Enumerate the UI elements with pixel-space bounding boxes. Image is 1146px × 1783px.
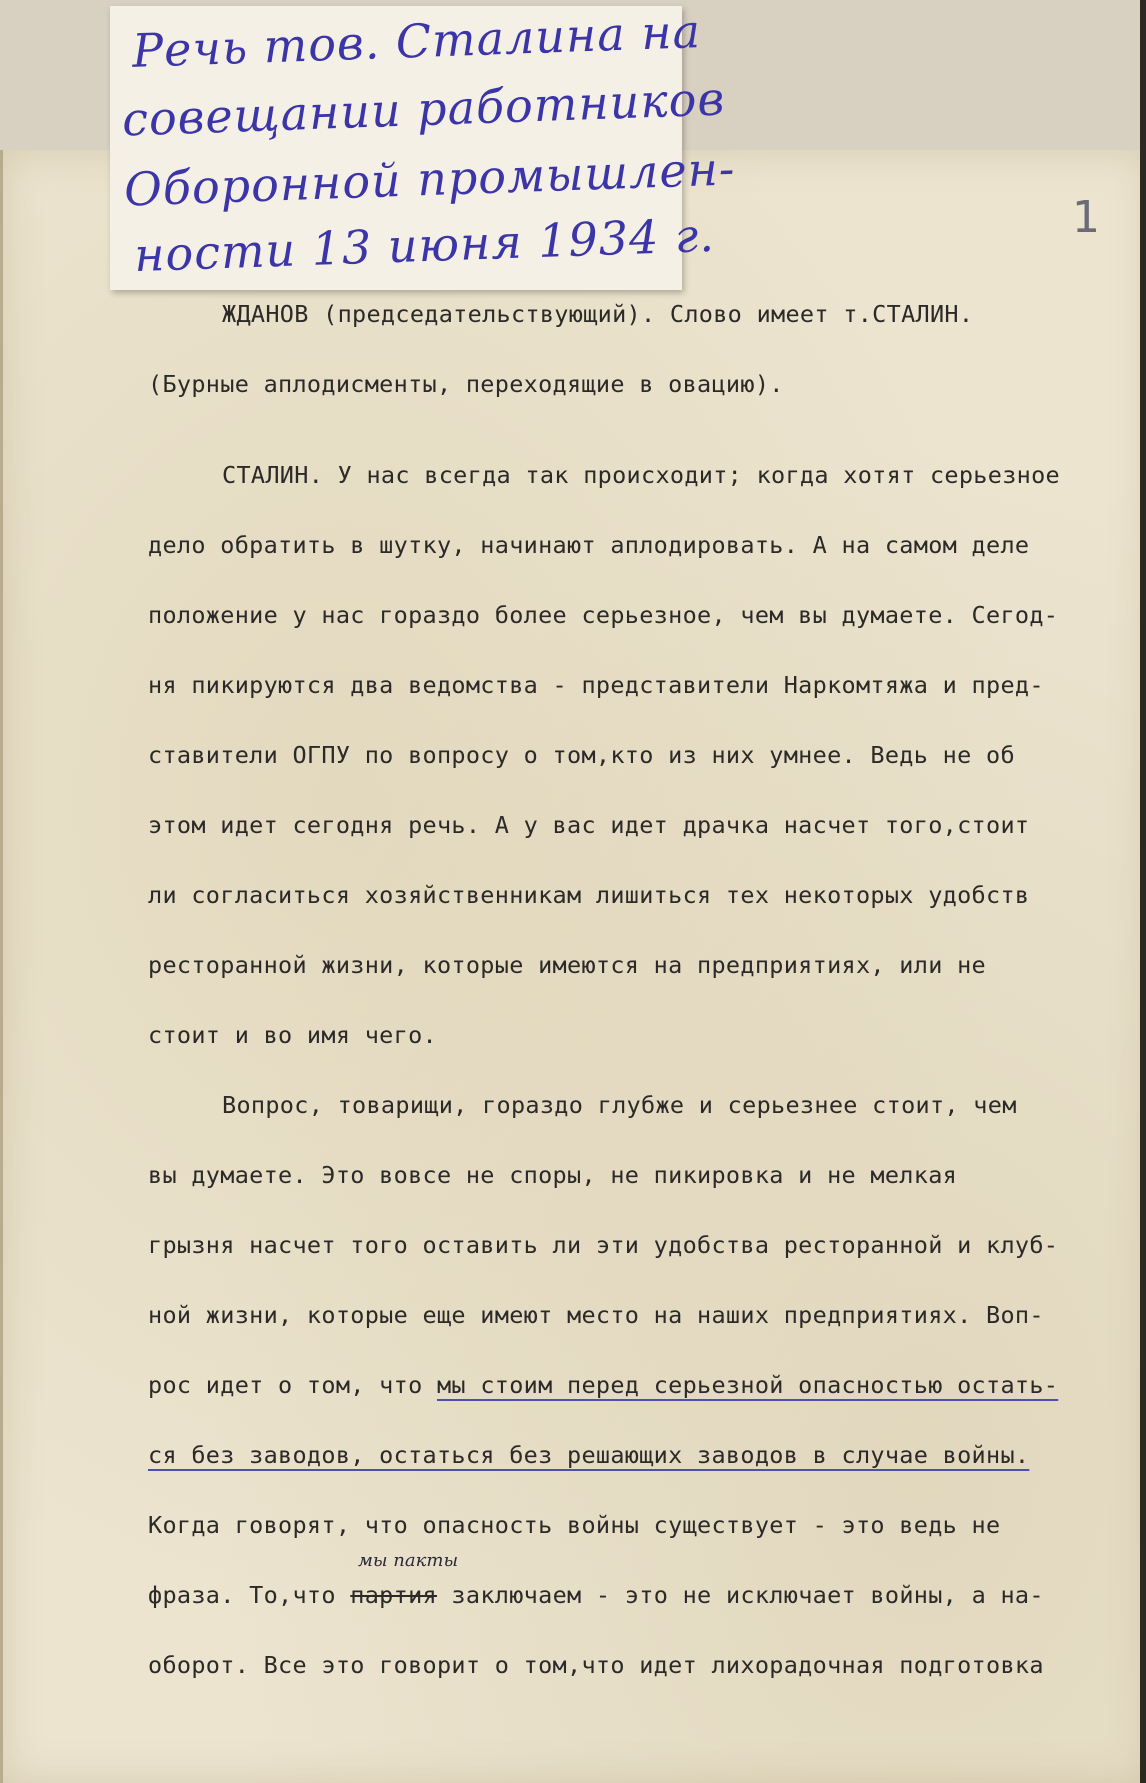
text-line: Вопрос, товарищи, гораздо глубже и серьезнее стоит, чем bbox=[222, 1091, 1017, 1119]
text-line: дело обратить в шутку, начинают аплодировать. А на самом деле bbox=[148, 531, 1030, 559]
text-line: ресторанной жизни, которые имеются на предприятиях, или не bbox=[148, 951, 986, 979]
text-line: вы думаете. Это вовсе не споры, не пикировка и не мелкая bbox=[148, 1161, 958, 1189]
text-line: ставители ОГПУ по вопросу о том,кто из них умнее. Ведь не об bbox=[148, 741, 1015, 769]
text-line: стоит и во имя чего. bbox=[148, 1021, 437, 1049]
handwritten-line: Речь тов. Сталина на bbox=[131, 4, 702, 78]
handwritten-line: совещании работников bbox=[121, 71, 726, 147]
struck-word: партия bbox=[350, 1581, 437, 1609]
text-segment: фраза. То,что bbox=[148, 1581, 351, 1609]
text-line: положение у нас гораздо более серьезное, чем вы думаете. Сегод- bbox=[148, 601, 1059, 629]
text-line: грызня насчет того оставить ли эти удобства ресторанной и клуб- bbox=[148, 1231, 1059, 1259]
text-line: (Бурные аплодисменты, переходящие в овацию). bbox=[148, 370, 784, 398]
text-line: ня пикируются два ведомства - представители Наркомтяжа и пред- bbox=[148, 671, 1044, 699]
text-line: ЖДАНОВ (председательствующий). Слово имеет т.СТАЛИН. bbox=[222, 300, 974, 328]
handwritten-line: Оборонной промышлен- bbox=[123, 141, 737, 217]
underlined-text-line: ся без заводов, остаться без решающих заводов в случае войны. bbox=[148, 1441, 1030, 1469]
page-number: 1 bbox=[1072, 192, 1100, 243]
underlined-text: мы стоим перед серьезной опасностью остать- bbox=[436, 1371, 1059, 1399]
text-line-with-correction bbox=[148, 1581, 1044, 1609]
handwritten-line: ности 13 июня 1934 г. bbox=[133, 207, 716, 283]
handwritten-label bbox=[110, 4, 737, 290]
text-segment: рос идет о том, что bbox=[148, 1371, 437, 1399]
text-line: этом идет сегодня речь. А у вас идет драчка насчет того,стоит bbox=[148, 811, 1030, 839]
text-segment: заключаем - это не исключает войны, а на- bbox=[436, 1581, 1044, 1609]
text-line: Когда говорят, что опасность войны существует - это ведь не bbox=[148, 1511, 1001, 1539]
text-line: ной жизни, которые еще имеют место на наших предприятиях. Воп- bbox=[148, 1301, 1044, 1329]
text-line bbox=[148, 1371, 1058, 1399]
text-line: ли согласиться хозяйственникам лишиться тех некоторых удобств bbox=[148, 881, 1030, 909]
scan-edge bbox=[1140, 0, 1146, 1783]
handwritten-insertion: мы пакты bbox=[358, 1550, 459, 1571]
text-line: оборот. Все это говорит о том,что идет лихорадочная подготовка bbox=[148, 1651, 1044, 1679]
text-line: СТАЛИН. У нас всегда так происходит; когда хотят серьезное bbox=[222, 461, 1060, 489]
